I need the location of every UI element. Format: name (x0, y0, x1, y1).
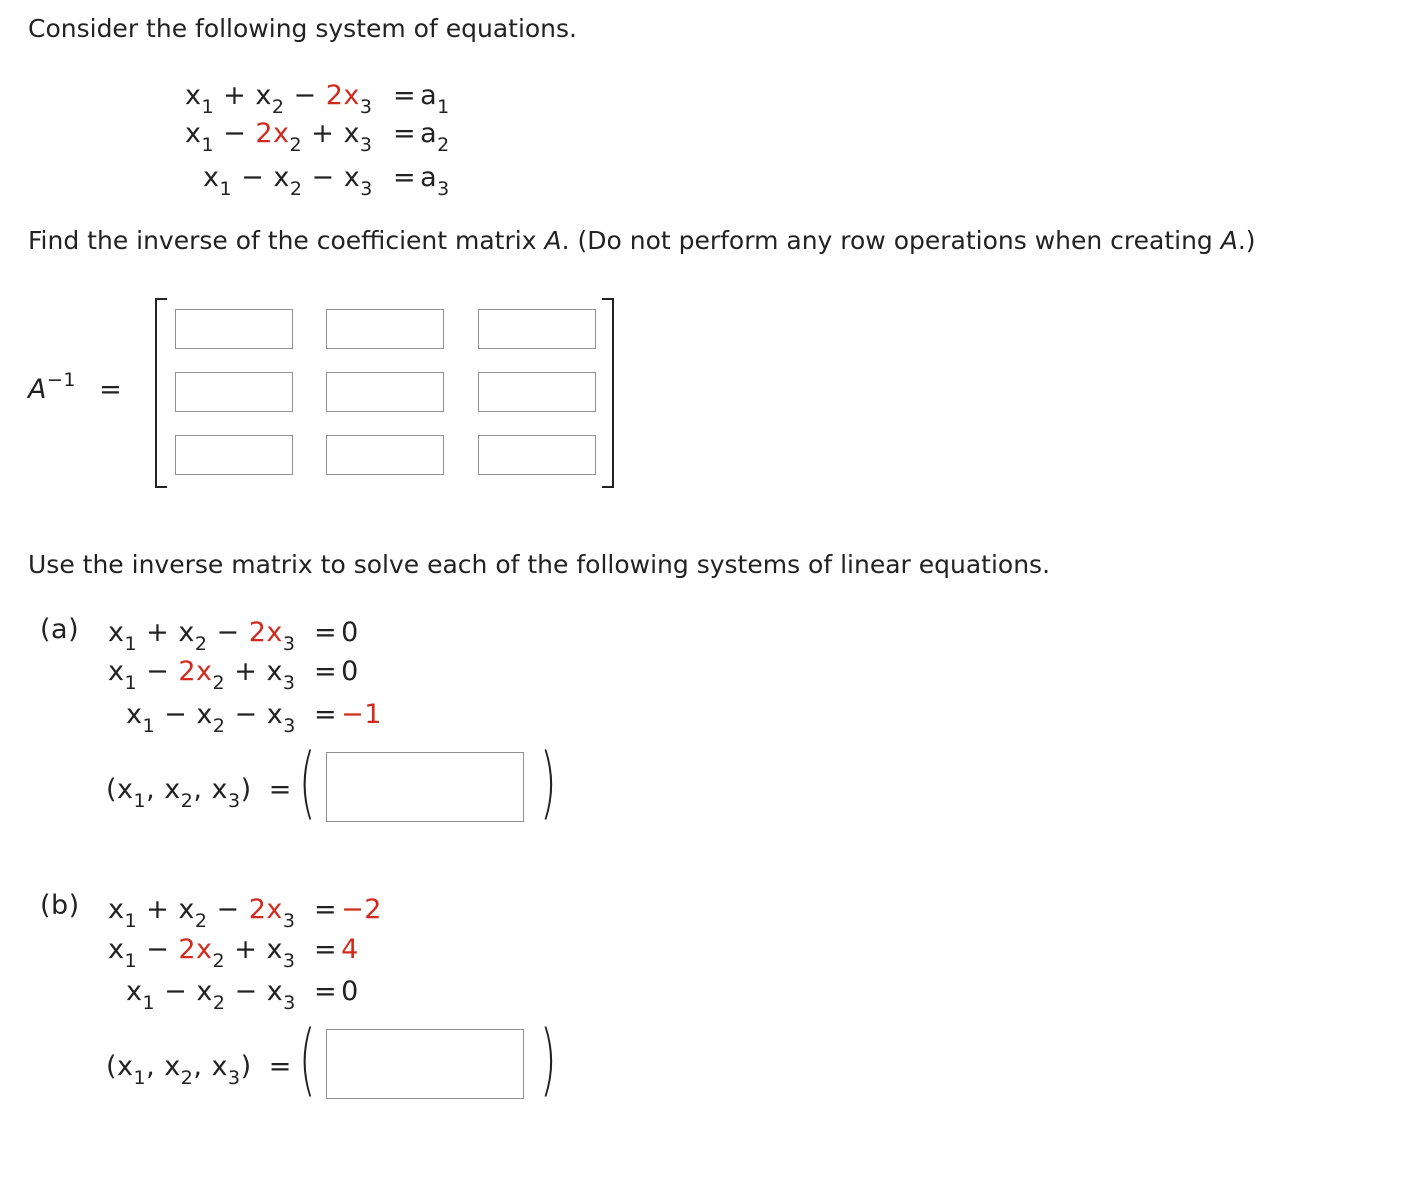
matrix-input-r2c3[interactable] (478, 372, 596, 412)
part-b-row-3-rhs: = 0 (314, 976, 359, 1007)
intro-text: Consider the following system of equations. (28, 14, 577, 43)
system-row-3: $x_1 - x_2 - x_3$ (203, 162, 373, 200)
part-a-row-2-rhs: = 0 (314, 656, 359, 687)
part-a-answer-label: ($x_1$, $x_2$, $x_3$) = (106, 774, 292, 812)
matrix-input-r2c1[interactable] (175, 372, 293, 412)
part-b-row-1: $x_1 + x_2 - 2x_3$ (108, 894, 296, 932)
system-row-2: $x_1 - 2x_2 + x_3$ (185, 118, 373, 156)
part-a-open-paren: ( (298, 738, 316, 828)
find-inverse-prompt: Find the inverse of the coefficient matrix A. (Do not perform any row operations when creating A.) (28, 226, 1256, 255)
part-b-label: (b) (40, 890, 80, 921)
part-b-answer-input[interactable] (326, 1029, 524, 1099)
matrix-input-r1c3[interactable] (478, 309, 596, 349)
part-b-close-paren: ) (539, 1015, 557, 1105)
matrix-left-bracket (155, 298, 167, 488)
matrix-right-bracket (602, 298, 614, 488)
part-a-close-paren: ) (539, 738, 557, 828)
part-a-answer-input[interactable] (326, 752, 524, 822)
system-row-1-rhs: = $a_1$ (393, 80, 450, 118)
part-b-row-2: $x_1 - 2x_2 + x_3$ (108, 934, 296, 972)
use-inverse-prompt: Use the inverse matrix to solve each of the following systems of linear equations. (28, 550, 1051, 579)
part-a-row-3-rhs: = −1 (314, 699, 382, 730)
matrix-input-r1c2[interactable] (326, 309, 444, 349)
part-b-answer-label: ($x_1$, $x_2$, $x_3$) = (106, 1051, 292, 1089)
matrix-input-r3c3[interactable] (478, 435, 596, 475)
part-b-open-paren: ( (298, 1015, 316, 1105)
part-b-row-3: $x_1 - x_2 - x_3$ (126, 976, 296, 1014)
system-row-1: $x_1 + x_2 - 2x_3$ (185, 80, 373, 118)
matrix-input-r2c2[interactable] (326, 372, 444, 412)
part-b-row-1-rhs: = −2 (314, 894, 382, 925)
matrix-input-r3c2[interactable] (326, 435, 444, 475)
part-a-row-1: $x_1 + x_2 - 2x_3$ (108, 617, 296, 655)
part-a-row-3: $x_1 - x_2 - x_3$ (126, 699, 296, 737)
matrix-label: $A^{-1}$ = (28, 369, 123, 405)
coefficient-highlight: 2x (325, 80, 360, 111)
coefficient-highlight: 2x (255, 118, 290, 149)
matrix-input-r3c1[interactable] (175, 435, 293, 475)
system-row-2-rhs: = $a_2$ (393, 118, 450, 156)
matrix-input-r1c1[interactable] (175, 309, 293, 349)
part-a-row-2: $x_1 - 2x_2 + x_3$ (108, 656, 296, 694)
part-b-row-2-rhs: = 4 (314, 934, 359, 965)
system-row-3-rhs: = $a_3$ (393, 162, 450, 200)
part-a-label: (a) (40, 614, 80, 645)
part-a-row-1-rhs: = 0 (314, 617, 359, 648)
